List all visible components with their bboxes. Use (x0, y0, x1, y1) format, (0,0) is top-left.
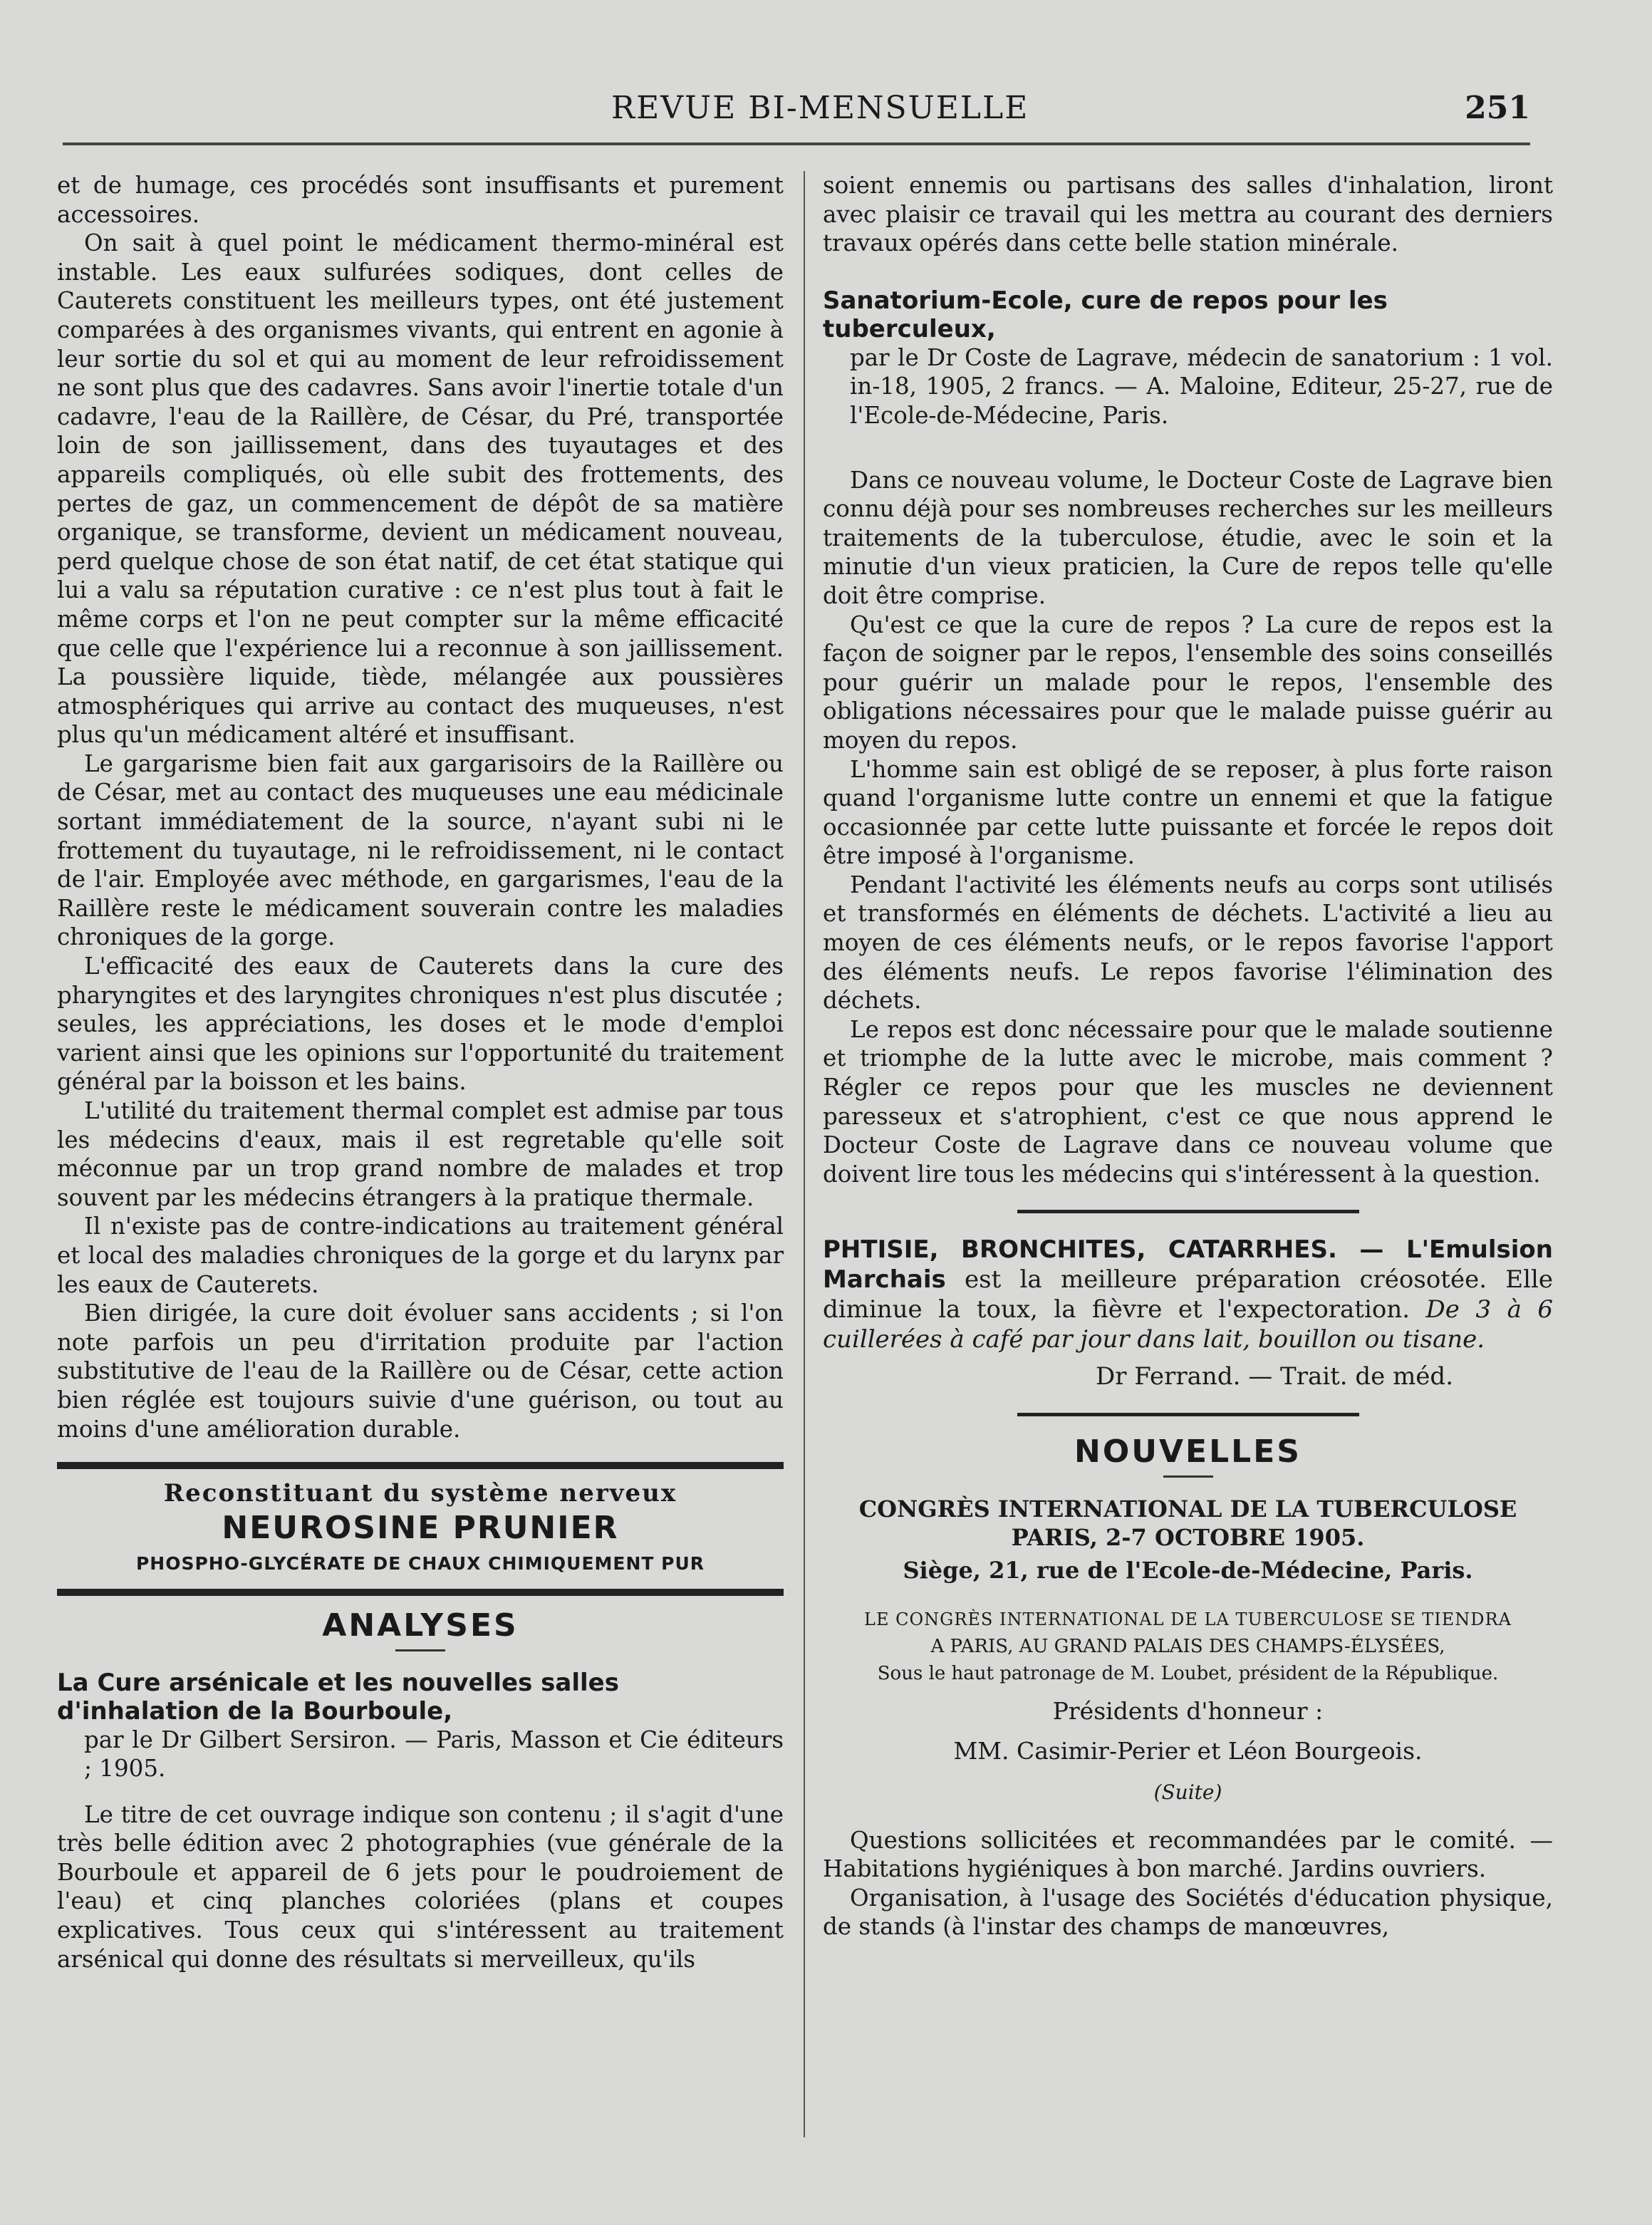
page-number: 251 (1465, 90, 1530, 126)
paragraph: Le repos est donc nécessaire pour que le malade soutienne et triomphe de la lutte avec le microbe, mais comment ? Régler ce repos pour que les muscles ne deviennent paresseux et s'atrophient, c'est ce que nous apprend le Docteur Coste de Lagrave dans ce nouveau volume que doivent lire tous les médecins qui s'intéressent à la question. (823, 1015, 1553, 1188)
promo-body: est la meilleure préparation créosotée. Elle diminue la toux, la fièvre et l'expectoration. (823, 1265, 1553, 1324)
review-meta: par le Dr Coste de Lagrave, médecin de sanatorium : 1 vol. in-18, 1905, 2 francs. — A. Maloine, Editeur, 25-27, rue de l'Ecole-de-Médecine, Paris. (850, 343, 1553, 429)
congres-patronage: Sous le haut patronage de M. Loubet, président de la République. (877, 1663, 1499, 1684)
section-dash (1163, 1475, 1213, 1478)
paragraph: Organisation, à l'usage des Sociétés d'éducation physique, de stands (à l'instar des champs de manœuvres, (823, 1884, 1553, 1941)
congres-dates: PARIS, 2-7 OCTOBRE 1905. (1011, 1524, 1365, 1551)
review-meta: par le Dr Gilbert Sersiron. — Paris, Masson et Cie éditeurs ; 1905. (84, 1726, 784, 1783)
left-column (57, 171, 784, 1974)
paragraph: Questions sollicitées et recommandées par le comité. — Habitations hygiéniques à bon marché. Jardins ouvriers. (823, 1826, 1553, 1883)
paragraph: L'utilité du traitement thermal complet est admise par tous les médecins d'eaux, mais il est regretable qu'elle soit méconnue par un trop grand nombre de malades et trop souvent par les médecins étrangers à la pratique thermale. (57, 1097, 784, 1211)
promo-signature: Dr Ferrand. — Trait. de méd. (1095, 1362, 1453, 1391)
column-divider (804, 171, 805, 2137)
paragraph: L'efficacité des eaux de Cauterets dans la cure des pharyngites et des laryngites chroniques n'est plus discutée ; seules, les appréciations, les doses et le mode d'emploi varient ainsi que les opinions sur l'opportunité du traitement général par la boisson et les bains. (57, 953, 784, 1096)
right-column (823, 171, 1553, 1941)
review-title: La Cure arsénicale et les nouvelles salles d'inhalation de la Bourboule, (57, 1668, 619, 1726)
paragraph: Le titre de cet ouvrage indique son contenu ; il s'agit d'une très belle édition avec 2 photographies (vue générale de la Bourboule et appareil de 6 jets pour le poudroiement de l'eau) et cinq planches coloriées (plans et coupes explicatives. Tous ceux qui s'intéressent au traitement arsénical qui donne des résultats si merveilleux, qu'ils (57, 1800, 784, 1973)
congres-location: A PARIS, AU GRAND PALAIS DES CHAMPS-ÉLYSÉES, (930, 1636, 1445, 1657)
paragraph: et de humage, ces procédés sont insuffisants et purement accessoires. (57, 172, 784, 228)
section-heading-analyses: ANALYSES (322, 1607, 519, 1644)
congres-siege: Siège, 21, rue de l'Ecole-de-Médecine, Paris. (903, 1557, 1473, 1584)
paragraph: Dans ce nouveau volume, le Docteur Coste de Lagrave bien connu déjà pour ses nombreuses recherches sur les meilleurs traitements de la tuberculose, étudie, avec le soin et la minutie d'un vieux praticien, la Cure de repos telle qu'elle doit être comprise. (823, 466, 1553, 609)
review-title: Sanatorium-Ecole, cure de repos pour les tuberculeux, (823, 286, 1388, 343)
ad-rule-top (57, 1462, 784, 1469)
paragraph: Pendant l'activité les éléments neufs au corps sont utilisés et transformés en éléments de déchets. L'activité a lieu au moyen de ces éléments neufs, or le repos favorise l'apport des éléments neufs. Le repos favorise l'élimination des déchets. (823, 871, 1553, 1015)
separator-rule (1017, 1413, 1359, 1416)
presidents-heading: Présidents d'honneur : (1052, 1697, 1324, 1725)
advertisement-marchais (823, 1235, 1553, 1391)
paragraph: soient ennemis ou partisans des salles d'inhalation, liront avec plaisir ce travail qui les mettra au courant des derniers travaux opérés dans cette belle station minérale. (823, 172, 1553, 257)
paragraph: Il n'existe pas de contre-indications au traitement général et local des maladies chroniques de la gorge et du larynx par les eaux de Cauterets. (57, 1213, 784, 1298)
section-dash (395, 1649, 445, 1651)
congres-title: CONGRÈS INTERNATIONAL DE LA TUBERCULOSE (858, 1495, 1517, 1523)
running-title: REVUE BI-MENSUELLE (611, 90, 1029, 126)
ad-tagline: Reconstituant du système nerveux (163, 1479, 677, 1508)
paragraph: Le gargarisme bien fait aux gargarisoirs de la Raillère ou de César, met au contact des muqueuses une eau médicinale sortant immédiatement de la source, n'ayant subi ni le frottement du tuyautage, ni le refroidissement, ni le contact de l'air. Employée avec méthode, en gargarismes, l'eau de la Raillère reste le médicament souverain contre les maladies chroniques de la gorge. (57, 750, 784, 951)
paragraph: On sait à quel point le médicament thermo-minéral est instable. Les eaux sulfurées sodiques, dont celles de Cauterets constituent les meilleurs types, ont été justement comparées à des organismes vivants, qui entrent en agonie à leur sortie du sol et qui au moment de leur refroidissement ne sont plus que des cadavres. Sans avoir l'inertie totale d'un cadavre, l'eau de la Raillère, de César, du Pré, transportée loin de son jaillissement, dans des tuyautages et des appareils compliqués, où elle subit des frottements, des pertes de gaz, un commencement de dépôt de sa matière organique, se transforme, devient un médicament nouveau, perd quelque chose de son état natif, de cet état statique qui lui a valu sa réputation curative : ce n'est plus tout à fait le même corps et l'on ne peut compter sur la même efficacité que celle que l'expérience lui a reconnue à son jaillissement. La poussière liquide, tiède, mélangée aux poussières atmosphériques qui arrive au contact des muqueuses, n'est plus qu'un médicament altéré et insuffisant. (57, 229, 784, 749)
separator-rule (1017, 1210, 1359, 1213)
congres-notice: LE CONGRÈS INTERNATIONAL DE LA TUBERCULOSE SE TIENDRA (864, 1609, 1512, 1629)
ad-rule-bottom (57, 1589, 784, 1596)
paragraph: Qu'est ce que la cure de repos ? La cure de repos est la façon de soigner par le repos, l'ensemble des soins conseillés pour guérir un malade pour le repos, l'ensemble des obligations nécessaires pour que le malade puisse guérir au moyen du repos. (823, 611, 1553, 754)
advertisement-neurosine (57, 1479, 784, 1579)
page-header (63, 84, 1530, 134)
paragraph: L'homme sain est obligé de se reposer, à plus forte raison quand l'organisme lutte contre un ennemi et que la fatigue occasionnée par cette lutte puissante et forcée le repos doit être imposé à l'organisme. (823, 755, 1553, 870)
section-heading-nouvelles: NOUVELLES (1074, 1433, 1302, 1471)
header-rule (63, 142, 1530, 145)
promo-dosage: De 3 à 6 cuillerées à café par jour dans lait, bouillon ou tisane. (823, 1295, 1553, 1354)
suite-label: (Suite) (1153, 1780, 1222, 1804)
ad-description: PHOSPHO-GLYCÉRATE DE CHAUX CHIMIQUEMENT PUR (135, 1553, 705, 1575)
presidents-names: MM. Casimir-Perier et Léon Bourgeois. (953, 1737, 1423, 1765)
ad-product-name: NEUROSINE PRUNIER (222, 1509, 619, 1546)
promo-lead: PHTISIE, BRONCHITES, CATARRHES. — L'Emulsion Marchais (823, 1235, 1553, 1295)
paragraph: Bien dirigée, la cure doit évoluer sans accidents ; si l'on note parfois un peu d'irritation produite par l'action substitutive de l'eau de la Raillère ou de César, cette action bien réglée est toujours suivie d'une guérison, ou tout au moins d'une amélioration durable. (57, 1300, 784, 1443)
